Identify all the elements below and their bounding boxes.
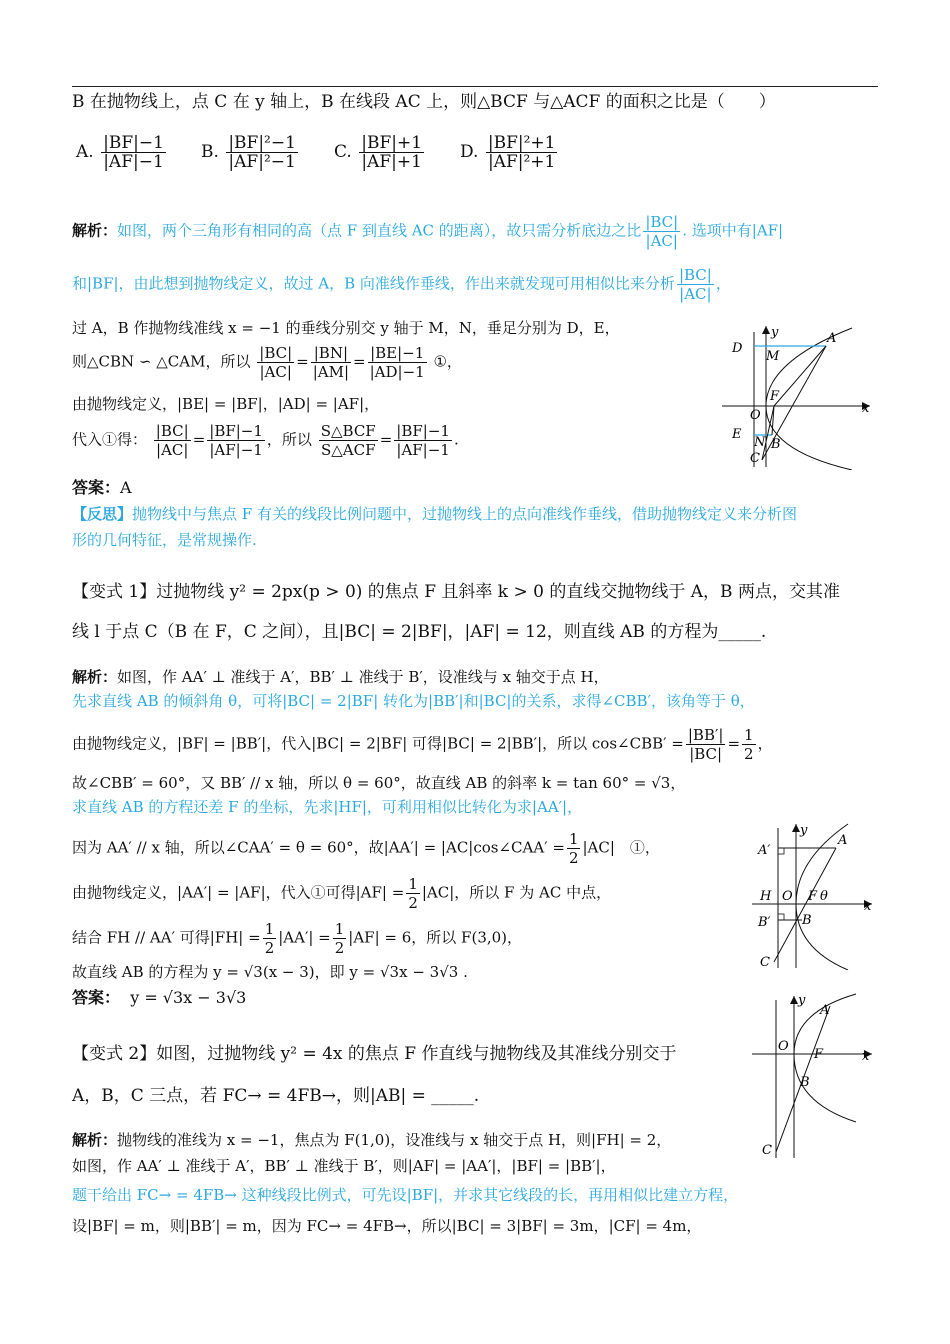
- denominator: |AF|−1: [396, 441, 450, 459]
- denominator: |AM|: [312, 363, 350, 381]
- label-a: A: [820, 1003, 830, 1018]
- hint-fraction: [677, 266, 714, 303]
- v1-line5: 求直线 AB 的方程还差 F 的坐标，先求|HF|，可利用相似比转化为求|AA′|，: [72, 798, 583, 816]
- denominator: 2: [744, 745, 754, 763]
- analysis-label: 解析：: [72, 668, 118, 686]
- step-text: 如图，作 AA′ ⊥ 准线于 A′，BB′ ⊥ 准线于 B′，设准线与 x 轴交于点 H，: [117, 668, 609, 686]
- denominator: |AF|²−1: [228, 152, 296, 172]
- hint-text: 和|BF|，由此想到抛物线定义，故过 A，B 向准线作垂线，作出来就发现可用相似比来分析: [72, 274, 675, 293]
- step-text: 因为 AA′ // x 轴，所以∠CAA′ = θ = 60°，故|AA′| = |AC|cos∠CAA′ =: [72, 838, 565, 857]
- ratio-bn-am: [311, 344, 351, 381]
- v2-line4: 设|BF| = m，则|BB′| = m，因为 FC→ = 4FB→，所以|BC| = 3|BF| = 3m，|CF| = 4m，: [72, 1217, 702, 1235]
- option-b: [201, 134, 300, 171]
- label-c: C: [762, 1143, 772, 1158]
- denominator: |AF|−1: [209, 441, 263, 459]
- label-a: A: [827, 331, 837, 346]
- area-ratio: [319, 422, 378, 459]
- ratio-bf-af: [394, 422, 452, 459]
- q1-step1: 过 A，B 作抛物线准线 x = −1 的垂线分别交 y 轴于 M，N，垂足分别为 D，E，: [72, 319, 620, 337]
- denominator: |AC|: [645, 232, 678, 250]
- denominator: |AF|²+1: [487, 152, 556, 172]
- option-fraction: [359, 134, 424, 171]
- step-text: 则△CBN ∽ △CAM，所以: [72, 352, 251, 371]
- step-text: 由抛物线定义，|BF| = |BB′|，代入|BC| = 2|BF| 可得|BC| = 2|BB′|，所以 cos∠CBB′ =: [72, 734, 684, 753]
- v1-line7: [72, 875, 611, 912]
- v1-line6: [72, 830, 660, 867]
- v1-line4: 故∠CBB′ = 60°，又 BB′ // x 轴，所以 θ = 60°，故直线 AB 的斜率 k = tan 60° = √3，: [72, 774, 686, 792]
- label-o: O: [750, 408, 761, 423]
- label-theta: θ: [820, 889, 828, 904]
- v2-line1: [72, 1130, 671, 1150]
- hint-fraction: [643, 213, 680, 250]
- label-y: y: [798, 993, 806, 1008]
- label-b: B: [771, 437, 781, 452]
- figure-v1: [752, 820, 876, 970]
- analysis-label: 解析：: [72, 1131, 118, 1149]
- hint-text: . 选项中有|AF|: [682, 221, 784, 240]
- denominator: |AF|+1: [361, 152, 422, 172]
- numerator: |BF|−1: [103, 133, 164, 153]
- step-text: ，所以: [266, 430, 312, 449]
- option-c: [334, 134, 426, 171]
- option-d: [460, 134, 559, 171]
- option-letter: C.: [334, 142, 352, 162]
- v2-line2: 如图，作 AA′ ⊥ 准线于 A′，BB′ ⊥ 准线于 B′，则|AF| = |AA′|，|BF| = |BB′|，: [72, 1157, 616, 1175]
- label-e: E: [732, 427, 742, 442]
- v1-line2: 先求直线 AB 的倾斜角 θ，可将|BC| = 2|BF| 转化为|BB′|和|BC|的关系，求得∠CBB′，该角等于 θ，: [72, 692, 755, 710]
- ratio-be-ad: [368, 344, 427, 381]
- numerator: |BN|: [311, 344, 351, 363]
- step-text: |AC| ①，: [582, 838, 660, 857]
- label-y: y: [771, 325, 779, 340]
- denominator: |BC|: [689, 745, 723, 763]
- step-text: ①，: [433, 352, 462, 371]
- numerator: |BF|²+1: [487, 133, 556, 153]
- v1-line9: 故直线 AB 的方程为 y = √3(x − 3)，即 y = √3x − 3√3 .: [72, 963, 468, 981]
- ratio-bc-ac: [257, 344, 294, 381]
- q1-hint-line1: [72, 213, 783, 250]
- denominator: S△ACF: [320, 441, 376, 459]
- numerator: |BB′|: [687, 726, 724, 744]
- figure-v2: [752, 992, 876, 1160]
- label-c: C: [750, 451, 760, 466]
- q1-reflection-1: [72, 504, 797, 524]
- numerator: |BC|: [155, 422, 189, 440]
- step-text: 结合 FH // AA′ 可得|FH| =: [72, 928, 261, 947]
- q1-step3: 由抛物线定义，|BE| = |BF|，|AD| = |AF|，: [72, 395, 380, 413]
- numerator: |BC|: [259, 344, 293, 362]
- label-b: B: [800, 1075, 810, 1090]
- label-a-prime: A′: [758, 843, 771, 858]
- label-c: C: [760, 955, 770, 970]
- v1-title-2: 线 l 于点 C（B 在 F，C 之间），且|BC| = 2|BF|，|AF| = 12，则直线 AB 的方程为_____.: [72, 622, 767, 642]
- numerator: S△BCF: [320, 422, 376, 440]
- header-rule: [72, 86, 878, 87]
- answer-value: A: [120, 478, 132, 497]
- answer-label: 答案：: [72, 478, 121, 497]
- step-text: 由抛物线定义，|AA′| = |AF|，代入①可得|AF| =: [72, 883, 405, 902]
- numerator: 1: [568, 830, 579, 848]
- numerator: 1: [334, 920, 345, 938]
- label-x: x: [862, 1049, 870, 1064]
- numerator: 1: [744, 726, 754, 744]
- v1-title: 【变式 1】过抛物线 y² = 2px(p > 0) 的焦点 F 且斜率 k > 0 的直线交抛物线于 A，B 两点，交其准: [72, 582, 840, 602]
- numerator: |BF|²−1: [228, 133, 296, 153]
- q1-answer: [72, 478, 132, 498]
- numerator: 1: [408, 875, 418, 893]
- label-f: F: [770, 389, 780, 404]
- ratio-bb-bc: [686, 726, 726, 763]
- q1-hint-line2: [72, 266, 731, 303]
- denominator: |AC|: [259, 363, 292, 381]
- half: [263, 920, 277, 957]
- step-text: 代入①得：: [72, 430, 148, 449]
- label-b-prime: B′: [758, 915, 771, 930]
- reflection-text: 抛物线中与焦点 F 有关的线段比例问题中，过抛物线上的点向准线作垂线，借助抛物线定义来分析图: [132, 505, 797, 523]
- label-f: F: [814, 1047, 824, 1062]
- numerator: |BF|+1: [361, 133, 423, 153]
- q1-step2: 则△CBN ∽ △CAM，所以 $\frac{|BC|}{|AC|}$ = $\frac{|BN|}{|AM|}$ = $\frac{|BE|-1}{|AD|-1}$ ①，: [72, 344, 462, 381]
- answer-label: 答案：: [72, 988, 121, 1007]
- half: [406, 875, 420, 912]
- option-letter: D.: [460, 142, 479, 162]
- step-text: |AF| = 6，所以 F(3,0)，: [348, 928, 523, 947]
- question-text: B 在抛物线上，点 C 在 y 轴上，B 在线段 AC 上，则△BCF 与△ACF 的面积之比是（ ）: [72, 92, 776, 112]
- denominator: |AD|−1: [369, 363, 425, 381]
- step-text: |AC|，所以 F 为 AC 中点，: [421, 883, 612, 902]
- denominator: 2: [568, 849, 579, 867]
- ratio-bc-ac: [154, 422, 191, 459]
- q1-reflection-2: 形的几何特征，是常规操作.: [72, 531, 257, 549]
- denominator: 2: [408, 894, 418, 912]
- answer-value: y = √3x − 3√3: [130, 988, 247, 1007]
- half: [567, 830, 581, 867]
- denominator: 2: [264, 939, 275, 957]
- denominator: 2: [334, 939, 345, 957]
- label-o: O: [782, 889, 793, 904]
- option-fraction: [226, 134, 298, 171]
- q1-step4: 代入①得： $\frac{|BC|}{|AC|}$ = $\frac{|BF|-1}{|AF|-1}$ ，所以 $\frac{\text{S△BCF}}{\text{S△ACF}}$ = $\frac{|BF|-1}{|AF|-1}$ .: [72, 422, 459, 459]
- v1-line3: [72, 726, 773, 763]
- denominator: |AC|: [156, 441, 189, 459]
- label-a: A: [838, 833, 848, 848]
- numerator: |BF|−1: [209, 422, 263, 440]
- label-x: x: [864, 899, 872, 914]
- step-text: ，: [757, 734, 773, 753]
- v1-line8: [72, 920, 522, 957]
- v2-line3: 题干给出 FC→ = 4FB→ 这种线段比例式，可先设|BF|，并求其它线段的长，再用相似比建立方程，: [72, 1186, 739, 1204]
- half: [333, 920, 347, 957]
- option-fraction: [101, 134, 166, 171]
- hint-text: 如图，两个三角形有相同的高（点 F 到直线 AC 的距离），故只需分析底边之比: [117, 221, 642, 240]
- option-letter: A.: [76, 142, 94, 162]
- label-d: D: [732, 341, 743, 356]
- v2-title: 【变式 2】如图，过抛物线 y² = 4x 的焦点 F 作直线与抛物线及其准线分别交于: [72, 1044, 677, 1064]
- hint-text: ，: [715, 274, 731, 293]
- step-text: |AA′| =: [278, 928, 331, 947]
- label-f: F: [808, 889, 818, 904]
- numerator: |BE|−1: [368, 344, 427, 363]
- half: [742, 726, 756, 763]
- label-n: N: [754, 435, 766, 450]
- figure-q1: [722, 322, 882, 470]
- step-text: .: [453, 430, 459, 449]
- label-x: x: [862, 401, 870, 416]
- reflection-label: 【反思】: [72, 505, 133, 523]
- v1-line1: [72, 667, 609, 687]
- step-text: 抛物线的准线为 x = −1，焦点为 F(1,0)，设准线与 x 轴交于点 H，则|FH| = 2，: [117, 1131, 672, 1149]
- option-letter: B.: [201, 142, 219, 162]
- numerator: |BC|: [678, 266, 712, 284]
- numerator: |BF|−1: [396, 422, 450, 440]
- label-h: H: [760, 889, 772, 904]
- label-m: M: [766, 349, 780, 364]
- analysis-label: 解析：: [72, 221, 118, 240]
- v2-title-2: A，B，C 三点，若 FC→ = 4FB→，则|AB| = _____.: [72, 1086, 480, 1106]
- ratio-bf-af: [207, 422, 265, 459]
- numerator: 1: [264, 920, 275, 938]
- option-fraction: [486, 134, 558, 171]
- v1-answer: [72, 988, 246, 1008]
- step-text: =: [727, 734, 741, 753]
- denominator: |AC|: [679, 285, 712, 303]
- denominator: |AF|−1: [103, 152, 164, 172]
- option-a: [76, 134, 168, 171]
- numerator: |BC|: [645, 213, 679, 231]
- label-y: y: [800, 823, 808, 838]
- label-o: O: [778, 1039, 789, 1054]
- label-b: B: [802, 913, 812, 928]
